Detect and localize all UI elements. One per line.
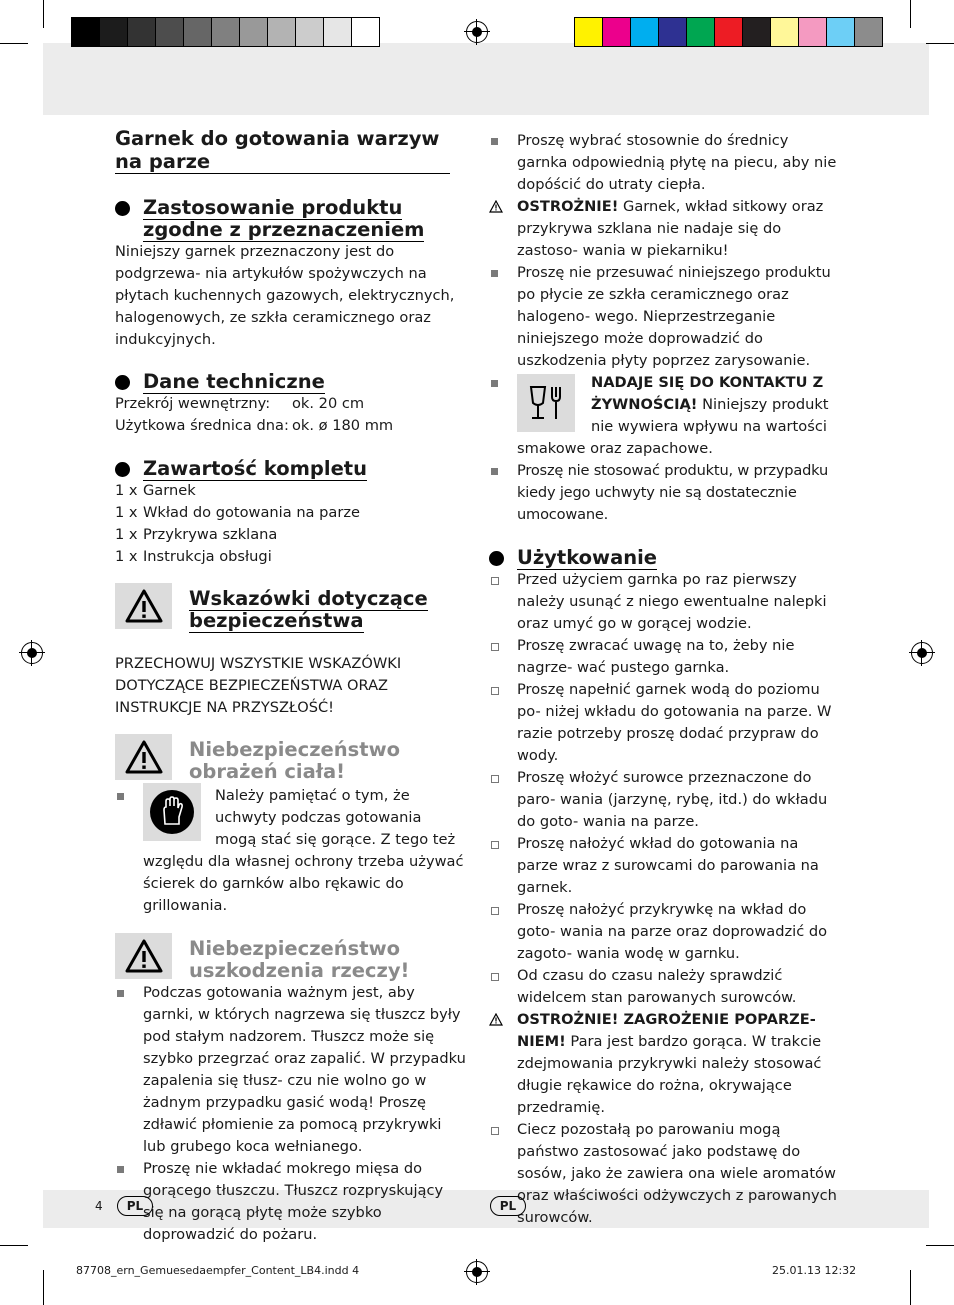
color-swatch: [352, 17, 380, 47]
section-heading-technical-data: Dane techniczne: [115, 371, 467, 393]
glove-icon: [143, 783, 201, 841]
usage-step: Proszę nałożyć przykrywkę na wkład do goto- wania na parze oraz doprowadzić do zagoto- wania wodę w garnku.: [517, 901, 828, 962]
warning-triangle-icon: [489, 196, 517, 221]
list-item: Proszę wybrać stosownie do średnicy garnka odpowiednią płytę na piecu, aby nie dopóścić do utraty ciepła.: [517, 132, 837, 193]
list-item: Ciecz pozostałą po parowaniu mogą państwo zastosować jako podstawę do sosów, jako że zawiera ona wiele aromatów oraz właściwości odżywczych z parowanych surowców.: [517, 1121, 837, 1226]
bullet-dot-icon: [115, 462, 130, 477]
color-swatch: [156, 17, 184, 47]
list-item: Proszę nie stosować produktu, w przypadku kiedy jego uchwyty nie są dostatecznie umocowane.: [517, 462, 829, 523]
damage-list: [115, 982, 467, 1246]
safety-heading-block: [115, 583, 467, 632]
kit-quantity: 1 x: [115, 503, 138, 521]
color-swatch: [184, 17, 212, 47]
usage-step: Proszę włożyć surowce przeznaczone do paro- wania (jarzynę, rybę, itd.) do wkładu do goto- wania na parze.: [517, 769, 828, 830]
damage-heading-block: [115, 933, 467, 982]
tech-label: Przekrój wewnętrzny:: [115, 394, 271, 412]
color-swatch: [296, 17, 324, 47]
usage-steps-list: [489, 569, 841, 1009]
food-safe-item: NADAJE SIĘ DO KONTAKTU Z ŻYWNOŚCIĄ! Niniejszy produkt nie wywiera wpływu na wartości smakowe oraz zapachowe.: [517, 374, 829, 457]
usage-step: Proszę napełnić garnek wodą do poziomu po- niżej wkładu do gotowania na parze. W razie potrzeby proszę dodać przypraw do wody.: [517, 681, 832, 764]
bullet-dot-icon: [115, 375, 130, 390]
color-swatch: [827, 17, 855, 47]
registration-mark-icon: [466, 1261, 488, 1283]
usage-step: Proszę nałożyć wkład do gotowania na parze wraz z surowcami do parowania na garnek.: [517, 835, 819, 896]
language-badge: PL: [117, 1196, 153, 1216]
list-item: Podczas gotowania ważnym jest, aby garnki, w których nagrzewa się tłuszcz były pod stałym nadzorem. Tłuszcz może się szybko przegrzać oraz zapalić. W przypadku zapalenia się tłusz- czu nie wolno go w żadnym przypadku gasić wodą! Proszę zdławić płomienie za pomocą przykrywki lub grubego koca wełnianego.: [143, 983, 466, 1155]
crop-mark: [0, 43, 28, 44]
warning-triangle-icon: [115, 933, 172, 979]
color-swatch: [659, 17, 687, 47]
right-column: [489, 130, 841, 1229]
registration-mark-icon: [466, 21, 488, 43]
kit-item-name: Garnek: [143, 481, 196, 499]
color-swatch: [71, 17, 100, 47]
registration-mark-icon: [21, 642, 43, 664]
color-swatch: [268, 17, 296, 47]
crop-mark: [43, 1270, 44, 1305]
header-band: [43, 43, 929, 115]
injury-heading-block: [115, 734, 467, 783]
kit-quantity: 1 x: [115, 481, 138, 499]
kit-item: [115, 480, 467, 502]
warning-triangle-icon: [489, 1009, 517, 1034]
kit-item: [115, 502, 467, 524]
color-swatch: [128, 17, 156, 47]
crop-mark: [926, 1245, 954, 1246]
section-heading-kit-contents: Zawartość kompletu: [115, 458, 467, 480]
technical-data-list: [115, 393, 467, 437]
crop-mark: [926, 43, 954, 44]
color-swatch: [799, 17, 827, 47]
caution-item: OSTROŻNIE! Garnek, wkład sitkowy oraz przykrywa szklana nie nadaje się do zastoso- wania w piekarniku!: [489, 196, 841, 262]
color-swatch: [603, 17, 631, 47]
crop-mark: [43, 0, 44, 28]
color-swatch: [743, 17, 771, 47]
bullet-dot-icon: [115, 201, 130, 216]
color-swatch: [631, 17, 659, 47]
registration-mark-icon: [911, 642, 933, 664]
crop-mark: [910, 1270, 911, 1305]
kit-item-name: Przykrywa szklana: [143, 525, 278, 543]
warning-triangle-icon: [115, 734, 172, 780]
kit-item: [115, 524, 467, 546]
language-badge: PL: [490, 1196, 526, 1216]
color-swatch: [100, 17, 128, 47]
color-swatch: [212, 17, 240, 47]
food-safe-glass-fork-icon: [517, 374, 575, 432]
bullet-dot-icon: [489, 551, 504, 566]
color-swatch: [855, 17, 883, 47]
color-swatch: [715, 17, 743, 47]
crop-mark: [0, 1245, 28, 1246]
injury-heading: Niebezpieczeństwo obrażeń ciała!: [189, 737, 400, 783]
kit-item: [115, 546, 467, 568]
color-swatch: [240, 17, 268, 47]
left-column: [115, 128, 467, 1246]
kit-item-name: Wkład do gotowania na parze: [143, 503, 360, 521]
color-swatch: [687, 17, 715, 47]
document-title: Garnek do gotowania warzyw na parze: [115, 128, 450, 174]
kit-item-name: Instrukcja obsługi: [143, 547, 272, 565]
color-swatch: [574, 17, 603, 47]
tech-label: Użytkowa średnica dna:: [115, 416, 289, 434]
footer-file-name: 87708_ern_Gemuesedaempfer_Content_LB4.indd 4: [76, 1264, 360, 1277]
injury-item: Należy pamiętać o tym, że uchwyty podczas gotowania mogą stać się gorące. Z tego też względu dla własnej ochrony trzeba używać ścierek do garnków albo rękawic do grillowania.: [115, 785, 467, 917]
color-bar: [574, 17, 883, 46]
list-item: Proszę nie przesuwać niniejszego produktu po płycie ze szkła ceramicznego oraz halogeno- wego. Nieprzestrzeganie niniejszego może doprowadzić do uszkodzenia płyty poprzez zarysowanie.: [517, 264, 831, 369]
color-swatch: [771, 17, 799, 47]
tech-row: [115, 393, 467, 415]
intended-use-text: Niniejszy garnek przeznaczony jest do podgrzewa- nia artykułów spożywczych na płytach kuchennych gazowych, elektrycznych, halogenowych, ze szkła ceramicznego oraz indukcyjnych.: [115, 242, 455, 348]
damage-heading: Niebezpieczeństwo uszkodzenia rzeczy!: [189, 936, 410, 982]
section-heading-usage: Użytkowanie: [489, 547, 841, 569]
usage-step: Od czasu do czasu należy sprawdzić widelcem stan parowanych surowców.: [517, 967, 797, 1006]
safety-caps-note: PRZECHOWUJ WSZYSTKIE WSKAZÓWKI DOTYCZĄCE BEZPIECZEŃSTWA ORAZ INSTRUKCJE NA PRZYSZŁOŚĆ!: [115, 654, 402, 716]
warning-triangle-icon: [115, 583, 172, 629]
tech-value: ok. 20 cm: [292, 394, 365, 412]
footer-date: 25.01.13 12:32: [772, 1264, 857, 1277]
caution-item: OSTROŻNIE! ZAGROŻENIE POPARZE- NIEM! Para jest bardzo gorąca. W trakcie zdejmowania przykrywki należy stosować długie rękawice do rożna, okrywające przedramię.: [489, 1009, 841, 1119]
usage-step: Przed użyciem garnka po raz pierwszy należy usunąć z niego ewentualne nalepki oraz umyć go w gorącej wodzie.: [517, 571, 827, 632]
kit-quantity: 1 x: [115, 525, 138, 543]
safety-heading: Wskazówki dotyczące bezpieczeństwa: [189, 586, 428, 632]
crop-mark: [910, 0, 911, 28]
section-heading-intended-use: Zastosowanie produktu zgodne z przeznaczeniem: [115, 197, 467, 241]
usage-step: Proszę zwracać uwagę na to, żeby nie nagrze- wać pustego garnka.: [517, 637, 795, 676]
tech-row: [115, 415, 467, 437]
page-number: 4: [95, 1199, 103, 1213]
tech-value: ok. ø 180 mm: [292, 416, 394, 434]
kit-contents-list: [115, 480, 467, 568]
color-swatch: [324, 17, 352, 47]
gray-color-bar: [71, 17, 380, 46]
list-item: Proszę nie wkładać mokrego mięsa do gorącego tłuszczu. Tłuszcz rozpryskujący się na gorącą płytę może szybko doprowadzić do pożaru.: [143, 1159, 444, 1243]
kit-quantity: 1 x: [115, 547, 138, 565]
